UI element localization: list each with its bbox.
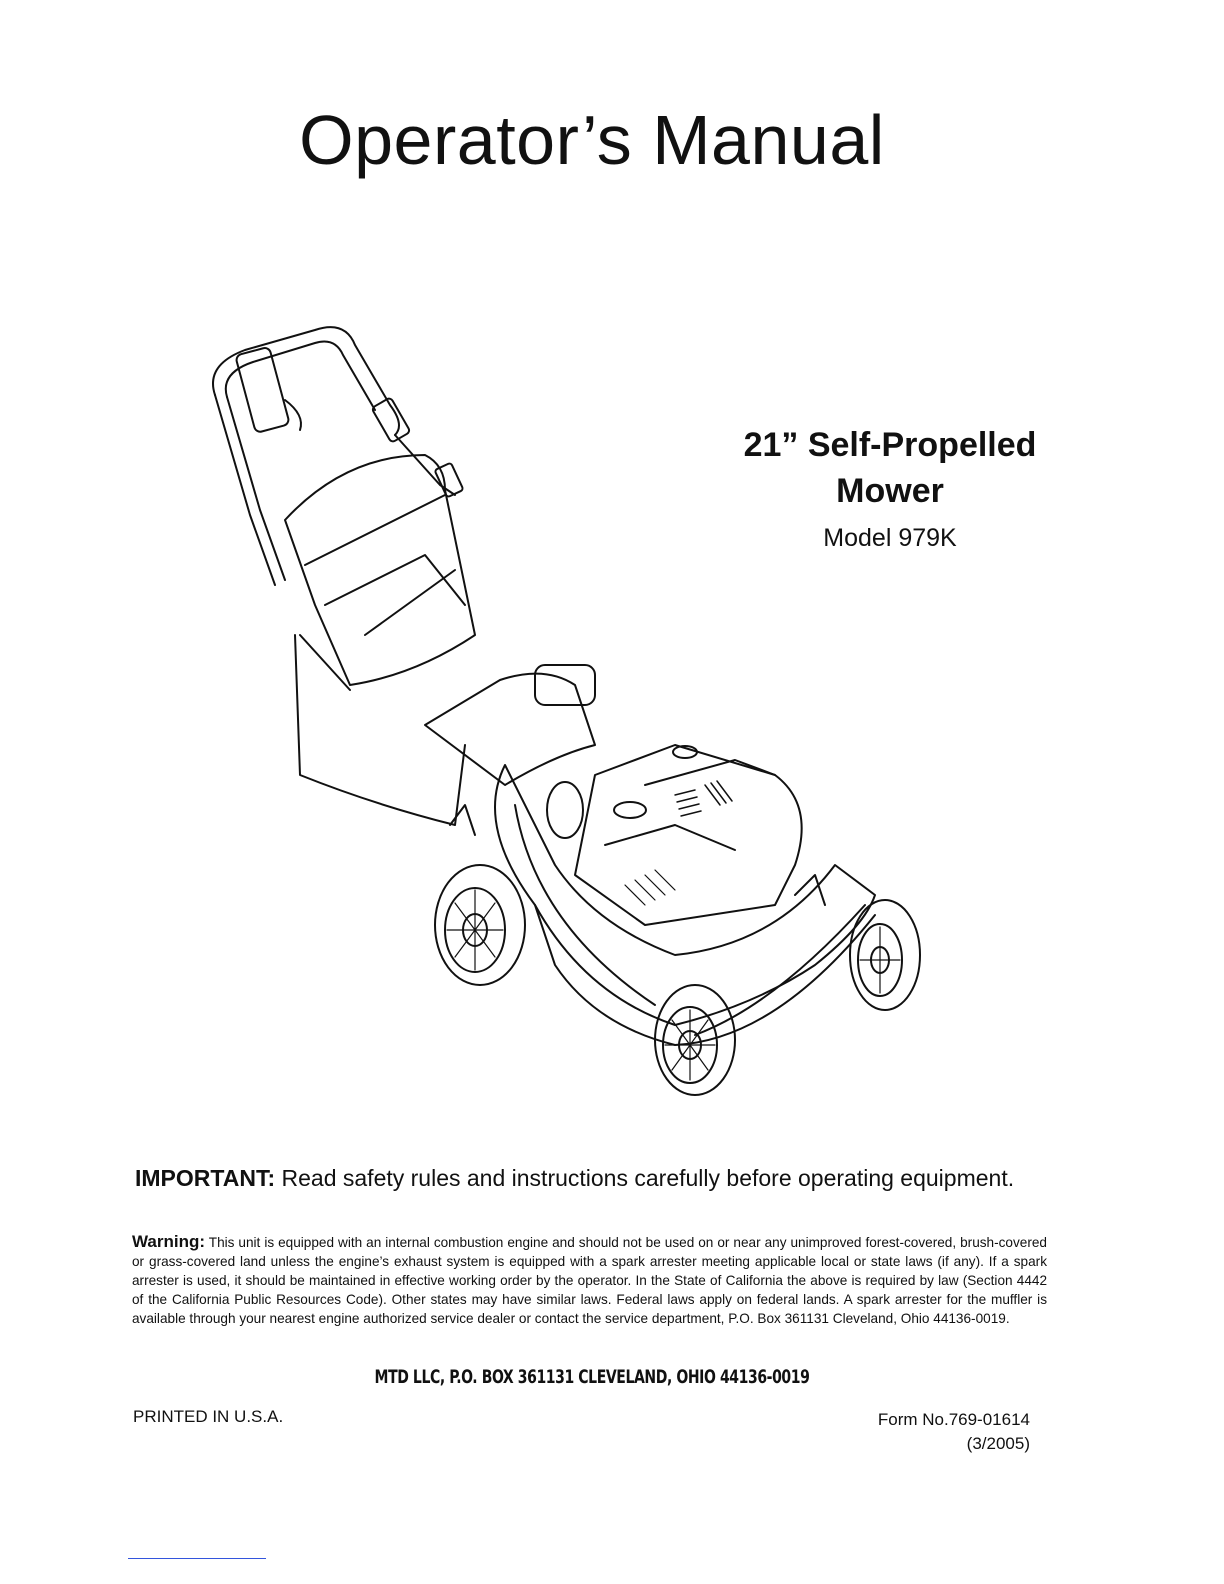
printed-in: PRINTED IN U.S.A. — [133, 1407, 284, 1426]
page-title: Operator’s Manual — [299, 101, 885, 179]
product-name-line2: Mower — [836, 472, 944, 510]
warning-text: This unit is equipped with an internal combustion engine and should not be used on or near any unimproved forest-covered, brush-covered or grass-covered land unless the engine’s exhaust system is equipped with a spark arrester meeting applicable local or state laws (if any). If a spark arrester is used, it should be maintained in effective working order by the operator. In the State of California the above is required by law (Section 4442 of the California Public Resources Code). Other states may have similar laws. Federal laws apply on federal lands. A spark arrester for the muffler is available through your nearest engine authorized service dealer or contact the service department, P.O. Box 361131 Cleveland, Ohio 44136-0019. — [132, 1235, 1047, 1326]
model-number: Model 979K — [823, 524, 957, 552]
important-notice — [135, 1165, 1014, 1192]
footer-rule — [128, 1558, 266, 1559]
product-heading — [700, 422, 1080, 558]
form-number-block — [878, 1408, 1030, 1456]
form-number: Form No.769-01614 — [877, 1410, 1030, 1429]
form-date: (3/2005) — [966, 1434, 1030, 1453]
important-text: Read safety rules and instructions carefully before operating equipment. — [281, 1165, 1015, 1191]
warning-label: Warning: — [132, 1232, 206, 1251]
product-name-line1: 21” Self-Propelled — [743, 426, 1037, 464]
important-label: IMPORTANT: — [135, 1165, 276, 1191]
company-address: MTD LLC, P.O. BOX 361131 CLEVELAND, OHIO 44136-0019 — [374, 1366, 810, 1388]
warning-paragraph — [132, 1232, 1047, 1328]
